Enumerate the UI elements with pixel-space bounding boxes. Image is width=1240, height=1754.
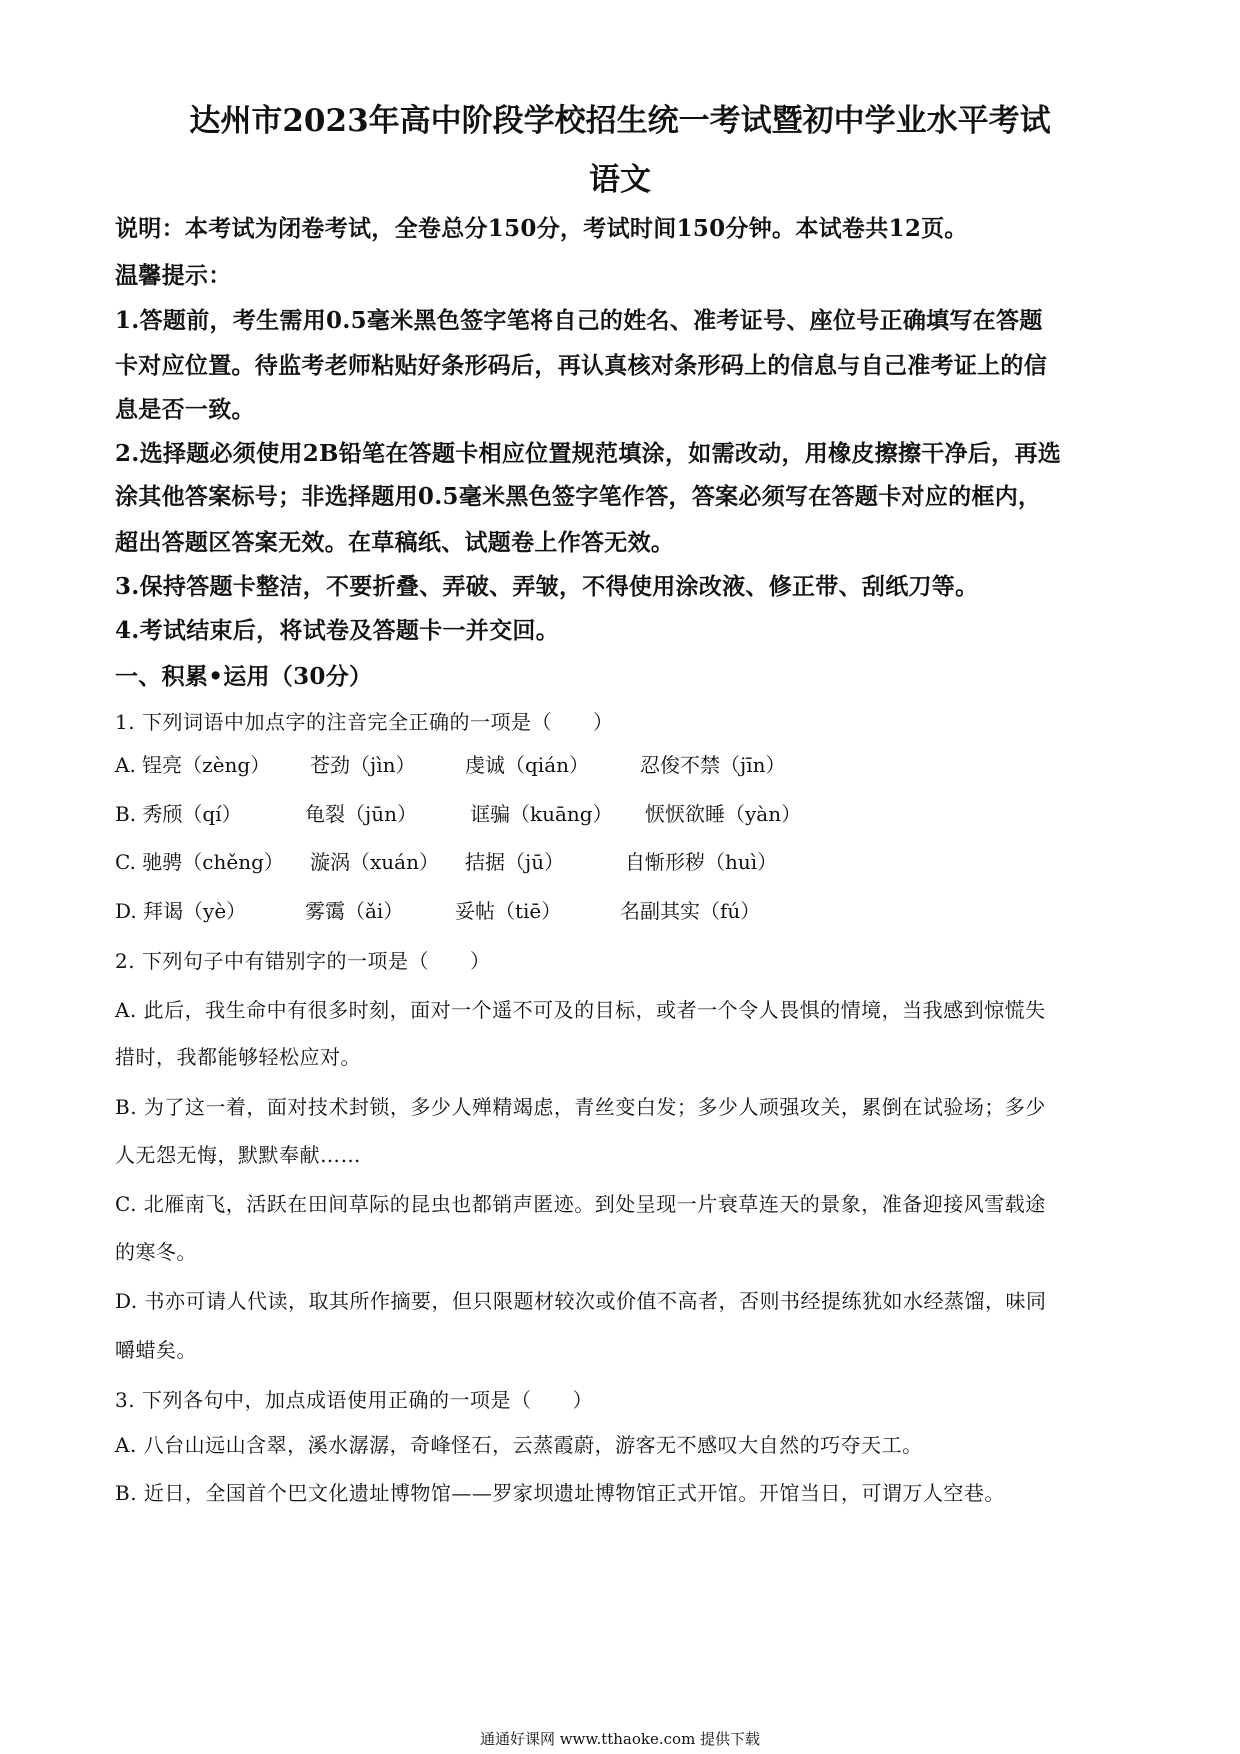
- q1-option-item: 漩涡（xuán）: [310, 850, 439, 874]
- q1-option-item: A. 锃亮（zèng）: [115, 753, 271, 777]
- tip2-line: 涂其他答案标号；非选择题用0.5毫米黑色签字笔作答，答案必须写在答题卡对应的框内，: [115, 483, 1042, 510]
- tip4: 4.考试结束后，将试卷及答题卡一并交回。: [115, 617, 560, 644]
- tip1-line: 1.答题前，考生需用0.5毫米黑色签字笔将自己的姓名、准考证号、座位号正确填写在答题: [115, 307, 1043, 334]
- section-heading: 一、积累•运用（30分）: [115, 663, 373, 690]
- q1-option-row: [115, 798, 801, 827]
- q1-option-item: 名副其实（fú）: [620, 899, 761, 923]
- q2-option-c: C. 北雁南飞，活跃在田间草际的昆虫也都销声匿迹。到处呈现一片衰草连天的景象，准备迎接风雪载途: [115, 1192, 1046, 1216]
- q2-option-b: 人无怨无悔，默默奉献……: [115, 1143, 361, 1167]
- tip1-line: 息是否一致。: [115, 396, 255, 423]
- tip1-line: 卡对应位置。待监考老师粘贴好条形码后，再认真核对条形码上的信息与自己准考证上的信: [115, 352, 1047, 379]
- q1-option-item: B. 秀颀（qí）: [115, 802, 242, 826]
- exam-note: 说明：本考试为闭卷考试，全卷总分150分，考试时间150分钟。本试卷共12页。: [115, 215, 968, 242]
- tip2-line: 超出答题区答案无效。在草稿纸、试题卷上作答无效。: [115, 529, 675, 556]
- q1-option-item: D. 拜谒（yè）: [115, 899, 247, 923]
- q1-option-item: C. 驰骋（chěng）: [115, 850, 284, 874]
- q1-option-item: 拮据（jū）: [465, 850, 565, 874]
- page-footer: 通通好课网 www.tthaoke.com 提供下载: [479, 1730, 761, 1748]
- q2-option-c: 的寒冬。: [115, 1240, 197, 1264]
- q1-option-item: 雾霭（ǎi）: [305, 899, 404, 923]
- q1-stem: 1. 下列词语中加点字的注音完全正确的一项是（ ）: [115, 710, 614, 734]
- q1-option-item: 自惭形秽（huì）: [625, 850, 778, 874]
- q1-option-row: [115, 846, 777, 875]
- q3-option-a: A. 八台山远山含翠，溪水潺潺，奇峰怪石，云蒸霞蔚，游客无不感叹大自然的巧夺天工。: [115, 1433, 923, 1457]
- tips-heading: 温馨提示：: [115, 262, 232, 289]
- q2-option-a: A. 此后，我生命中有很多时刻，面对一个遥不可及的目标，或者一个令人畏惧的情境，当我感到惊慌失: [115, 998, 1046, 1022]
- q1-option-item: 忍俊不禁（jīn）: [640, 753, 786, 777]
- exam-title: 达州市2023年高中阶段学校招生统一考试暨初中学业水平考试: [189, 103, 1051, 139]
- tip2-line: 2.选择题必须使用2B铅笔在答题卡相应位置规范填涂，如需改动，用橡皮擦擦干净后，再选: [115, 440, 1062, 467]
- q1-option-item: 诓骗（kuāng）: [470, 802, 613, 826]
- q1-option-item: 龟裂（jūn）: [305, 802, 417, 826]
- q1-option-row: [115, 749, 785, 778]
- q1-option-item: 恹恹欲睡（yàn）: [645, 802, 802, 826]
- q1-option-item: 苍劲（jìn）: [310, 753, 416, 777]
- q1-option-row: [115, 895, 760, 924]
- q3-stem: 3. 下列各句中，加点成语使用正确的一项是（ ）: [115, 1388, 593, 1412]
- q2-option-b: B. 为了这一着，面对技术封锁，多少人殚精竭虑，青丝变白发；多少人顽强攻关，累倒在试验场；多少: [115, 1095, 1046, 1119]
- q2-option-a: 措时，我都能够轻松应对。: [115, 1045, 361, 1069]
- q1-option-item: 妥帖（tiē）: [455, 899, 562, 923]
- subject-title: 语文: [589, 162, 651, 198]
- q3-option-b: B. 近日，全国首个巴文化遗址博物馆——罗家坝遗址博物馆正式开馆。开馆当日，可谓万人空巷。: [115, 1481, 1005, 1505]
- q2-option-d: D. 书亦可请人代读，取其所作摘要，但只限题材较次或价值不高者，否则书经提练犹如水经蒸馏，味同: [115, 1289, 1047, 1313]
- q2-stem: 2. 下列句子中有错别字的一项是（ ）: [115, 949, 491, 973]
- q1-option-item: 虔诚（qián）: [465, 753, 590, 777]
- q2-option-d: 嚼蜡矣。: [115, 1338, 197, 1362]
- tip3: 3.保持答题卡整洁，不要折叠、弄破、弄皱，不得使用涂改液、修正带、刮纸刀等。: [115, 573, 979, 600]
